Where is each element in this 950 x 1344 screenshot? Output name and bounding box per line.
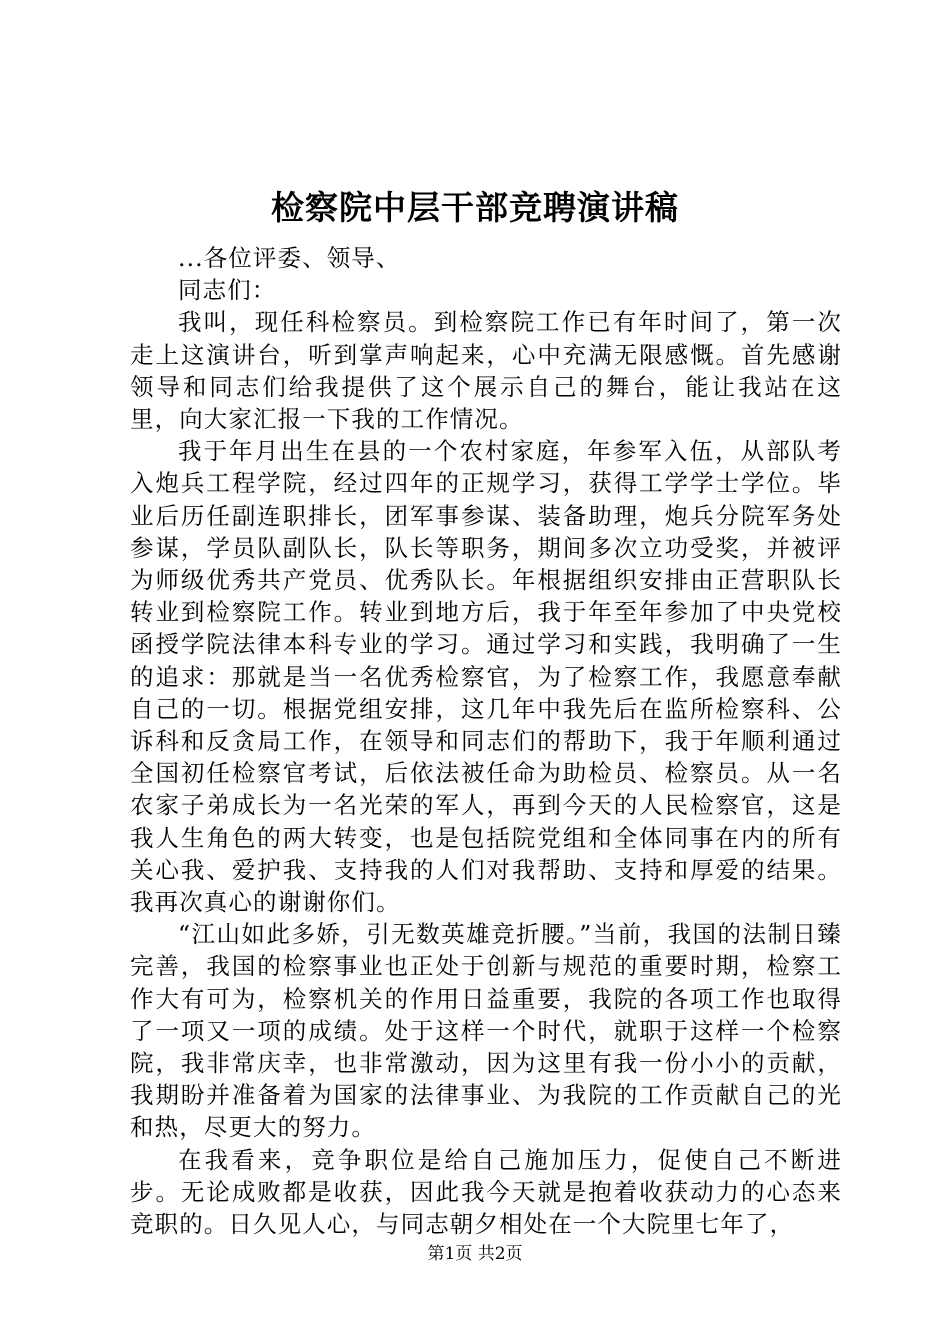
body-paragraph: 在我看来，竞争职位是给自己施加压力，促使自己不断进步。无论成败都是收获，因此我今天就是抱着收获动力的心态来竞职的。日久见人心，与同志朝夕相处在一个大院里七年了，: [130, 1145, 842, 1239]
document-body: [130, 242, 842, 1240]
body-paragraph: 我叫，现任科检察员。到检察院工作已有年时间了，第一次走上这演讲台，听到掌声响起来，心中充满无限感慨。首先感谢领导和同志们给我提供了这个展示自己的舞台，能让我站在这里，向大家汇报一下我的工作情况。: [130, 308, 842, 434]
salutation-line: ...各位评委、领导、: [178, 244, 401, 272]
body-paragraph: “江山如此多娇，引无数英雄竞折腰。”当前，我国的法制日臻完善，我国的检察事业也正处于创新与规范的重要时期，检察工作大有可为，检察机关的作用日益重要，我院的各项工作也取得了一项又一项的成绩。处于这样一个时代，就职于这样一个检察院，我非常庆幸，也非常激动，因为这里有我一份小小的贡献，我期盼并准备着为国家的法律事业、为我院的工作贡献自己的光和热，尽更大的努力。: [130, 920, 842, 1142]
salutation-line: 同志们：: [178, 276, 277, 305]
page-number-footer: 第1页 共2页: [427, 1244, 523, 1264]
document-title: 检察院中层干部竞聘演讲稿: [271, 188, 679, 227]
body-paragraph: 我于年月出生在县的一个农村家庭，年参军入伍，从部队考入炮兵工程学院，经过四年的正规学习，获得工学学士学位。毕业后历任副连职排长，团军事参谋、装备助理，炮兵分院军务处参谋，学员队副队长，队长等职务，期间多次立功受奖，并被评为师级优秀共产党员、优秀队长。年根据组织安排由正营职队长转业到检察院工作。转业到地方后，我于年至年参加了中央党校函授学院法律本科专业的学习。通过学习和实践，我明确了一生的追求：那就是当一名优秀检察官，为了检察工作，我愿意奉献自己的一切。根据党组安排，这几年中我先后在监所检察科、公诉科和反贪局工作，在领导和同志们的帮助下，我于年顺利通过全国初任检察官考试，后依法被任命为助检员、检察员。从一名农家子弟成长为一名光荣的军人，再到今天的人民检察官，这是我人生角色的两大转变，也是包括院党组和全体同事在内的所有关心我、爱护我、支持我的人们对我帮助、支持和厚爱的结果。我再次真心的谢谢你们。: [130, 437, 842, 917]
